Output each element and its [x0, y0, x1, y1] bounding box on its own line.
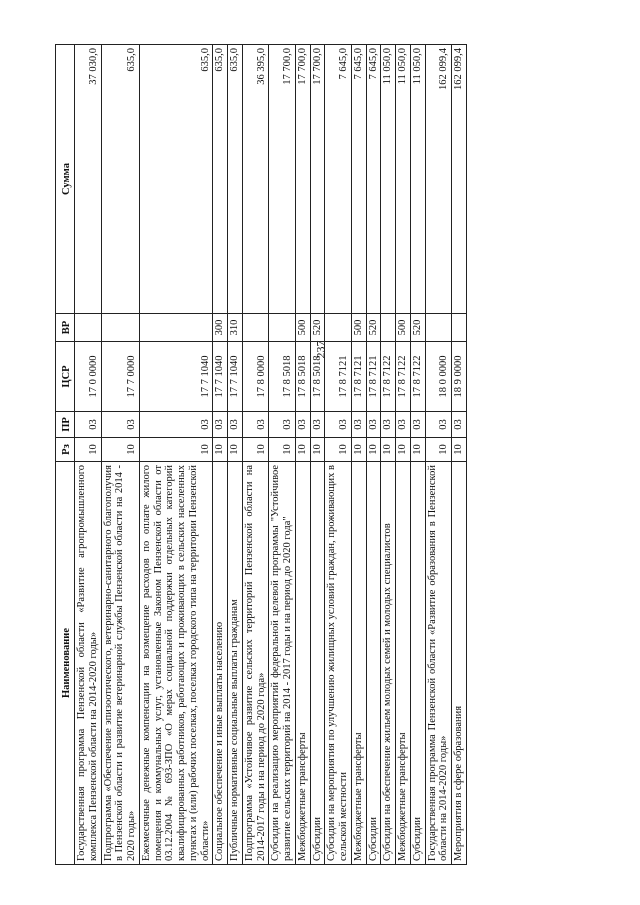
cell-vr: [75, 314, 102, 342]
header-csr: ЦСР: [56, 342, 75, 412]
cell-name: Государственная программа Пензенской области «Развитие агропромышленного комплекса Пензенской области на 2014-2020 годы»: [75, 462, 102, 865]
table-row: [425, 45, 452, 865]
cell-csr: 18 0 0000: [425, 342, 452, 412]
header-name: Наименование: [56, 462, 75, 865]
cell-rz: 10: [452, 438, 467, 462]
cell-vr: [325, 314, 352, 342]
table-row: [396, 45, 411, 865]
cell-sum: 635,0: [228, 45, 243, 314]
table-row: [381, 45, 396, 865]
cell-csr: 17 8 5018: [269, 342, 296, 412]
cell-name: Подпрограмма «Обеспечение эпизоотического, ветеринарно-санитарного благополучия в Пензенской области и развитие ветеринарной службы Пензенской области на 2014 - 2020 годы»: [101, 462, 139, 865]
cell-vr: 310: [228, 314, 243, 342]
cell-pr: 03: [381, 412, 396, 438]
cell-vr: [381, 314, 396, 342]
cell-name: Субсидии: [310, 462, 325, 865]
cell-pr: 03: [213, 412, 228, 438]
cell-sum: 37 030,0: [75, 45, 102, 314]
cell-name: Межбюджетные трансферты: [396, 462, 411, 865]
cell-pr: 03: [310, 412, 325, 438]
page-number: 237: [313, 340, 328, 359]
cell-name: Субсидии: [366, 462, 381, 865]
cell-vr: [452, 314, 467, 342]
cell-vr: 520: [410, 314, 425, 342]
cell-vr: 520: [366, 314, 381, 342]
cell-sum: 635,0: [139, 45, 213, 314]
cell-name: Социальное обеспечение и иные выплаты населению: [213, 462, 228, 865]
cell-pr: 03: [75, 412, 102, 438]
cell-csr: 17 8 7121: [366, 342, 381, 412]
cell-pr: 03: [269, 412, 296, 438]
table-row: [101, 45, 139, 865]
header-vr: ВР: [56, 314, 75, 342]
cell-rz: 10: [351, 438, 366, 462]
cell-name: Ежемесячные денежные компенсации на возмещение расходов по оплате жилого помещения и коммунальных услуг, установленные Законом Пензенской области от 03.12.2004 № 693-ЗПО «О мерах социальной поддержки отдельных категорий квалифицированных работников, работающих и проживающих в сельских населенных пунктах и (или) рабочих поселках, поселках городского типа на территории Пензенской области»: [139, 462, 213, 865]
rotated-page-content: [55, 45, 485, 865]
cell-csr: 17 8 7122: [396, 342, 411, 412]
cell-vr: 500: [351, 314, 366, 342]
cell-vr: 300: [213, 314, 228, 342]
cell-vr: [242, 314, 269, 342]
cell-sum: 17 700,0: [310, 45, 325, 314]
cell-pr: 03: [242, 412, 269, 438]
cell-sum: 36 395,0: [242, 45, 269, 314]
cell-vr: [101, 314, 139, 342]
table-header-row: [56, 45, 75, 865]
cell-name: Субсидии: [410, 462, 425, 865]
cell-rz: 10: [310, 438, 325, 462]
cell-pr: 03: [366, 412, 381, 438]
cell-csr: 17 7 1040: [213, 342, 228, 412]
cell-pr: 03: [425, 412, 452, 438]
cell-csr: 18 9 0000: [452, 342, 467, 412]
cell-sum: 17 700,0: [269, 45, 296, 314]
cell-sum: 635,0: [101, 45, 139, 314]
cell-sum: 7 645,0: [366, 45, 381, 314]
table-row: [139, 45, 213, 865]
cell-pr: 03: [452, 412, 467, 438]
cell-csr: 17 7 1040: [228, 342, 243, 412]
cell-rz: 10: [101, 438, 139, 462]
table-row: [295, 45, 310, 865]
cell-csr: 17 8 5018: [295, 342, 310, 412]
table-row: [75, 45, 102, 865]
cell-name: Межбюджетные трансферты: [351, 462, 366, 865]
cell-sum: 11 050,0: [381, 45, 396, 314]
cell-sum: 7 645,0: [351, 45, 366, 314]
cell-pr: 03: [228, 412, 243, 438]
table-row: [269, 45, 296, 865]
cell-sum: 17 700,0: [295, 45, 310, 314]
cell-csr: 17 8 5018: [310, 342, 325, 412]
cell-pr: 03: [410, 412, 425, 438]
cell-rz: 10: [425, 438, 452, 462]
cell-name: Межбюджетные трансферты: [295, 462, 310, 865]
cell-csr: 17 8 7122: [410, 342, 425, 412]
cell-rz: 10: [269, 438, 296, 462]
cell-pr: 03: [396, 412, 411, 438]
cell-rz: 10: [381, 438, 396, 462]
cell-vr: [269, 314, 296, 342]
cell-pr: 03: [139, 412, 213, 438]
table-row: [310, 45, 325, 865]
cell-vr: 500: [295, 314, 310, 342]
cell-csr: 17 8 7121: [325, 342, 352, 412]
budget-table: [55, 44, 467, 865]
cell-name: Субсидии на мероприятия по улучшению жилищных условий граждан, проживающих в сельской местности: [325, 462, 352, 865]
cell-sum: 162 099,4: [452, 45, 467, 314]
cell-rz: 10: [410, 438, 425, 462]
table-row: [242, 45, 269, 865]
cell-rz: 10: [242, 438, 269, 462]
table-row: [228, 45, 243, 865]
table-row: [366, 45, 381, 865]
cell-name: Подпрограмма «Устойчивое развитие сельских территорий Пензенской области на 2014-2017 годы и на период до 2020 года»: [242, 462, 269, 865]
cell-pr: 03: [101, 412, 139, 438]
cell-vr: 500: [396, 314, 411, 342]
cell-vr: [425, 314, 452, 342]
cell-rz: 10: [325, 438, 352, 462]
cell-name: Субсидии на реализацию мероприятий федеральной целевой программы "Устойчивое развитие сельских территорий на 2014 - 2017 годы и на период до 2020 года": [269, 462, 296, 865]
cell-rz: 10: [295, 438, 310, 462]
table-row: [213, 45, 228, 865]
cell-vr: [139, 314, 213, 342]
cell-sum: 635,0: [213, 45, 228, 314]
cell-rz: 10: [75, 438, 102, 462]
cell-name: Государственная программа Пензенской области «Развитие образования в Пензенской области на 2014-2020 годы»: [425, 462, 452, 865]
table-row: [410, 45, 425, 865]
cell-name: Мероприятия в сфере образования: [452, 462, 467, 865]
cell-csr: 17 0 0000: [75, 342, 102, 412]
table-row: [452, 45, 467, 865]
header-rz: Рз: [56, 438, 75, 462]
cell-csr: 17 8 7122: [381, 342, 396, 412]
cell-rz: 10: [213, 438, 228, 462]
cell-sum: 7 645,0: [325, 45, 352, 314]
table-row: [351, 45, 366, 865]
cell-csr: 17 7 1040: [139, 342, 213, 412]
table-row: [325, 45, 352, 865]
cell-pr: 03: [325, 412, 352, 438]
cell-pr: 03: [295, 412, 310, 438]
cell-rz: 10: [139, 438, 213, 462]
cell-vr: 520: [310, 314, 325, 342]
cell-csr: 17 8 7121: [351, 342, 366, 412]
cell-pr: 03: [351, 412, 366, 438]
cell-rz: 10: [366, 438, 381, 462]
cell-name: Публичные нормативные социальные выплаты гражданам: [228, 462, 243, 865]
cell-rz: 10: [228, 438, 243, 462]
header-sum: Сумма: [56, 45, 75, 314]
header-pr: ПР: [56, 412, 75, 438]
cell-sum: 11 050,0: [396, 45, 411, 314]
cell-name: Субсидии на обеспечение жильем молодых семей и молодых специалистов: [381, 462, 396, 865]
cell-csr: 17 8 0000: [242, 342, 269, 412]
cell-rz: 10: [396, 438, 411, 462]
cell-sum: 162 099,4: [425, 45, 452, 314]
cell-csr: 17 7 0000: [101, 342, 139, 412]
cell-sum: 11 050,0: [410, 45, 425, 314]
